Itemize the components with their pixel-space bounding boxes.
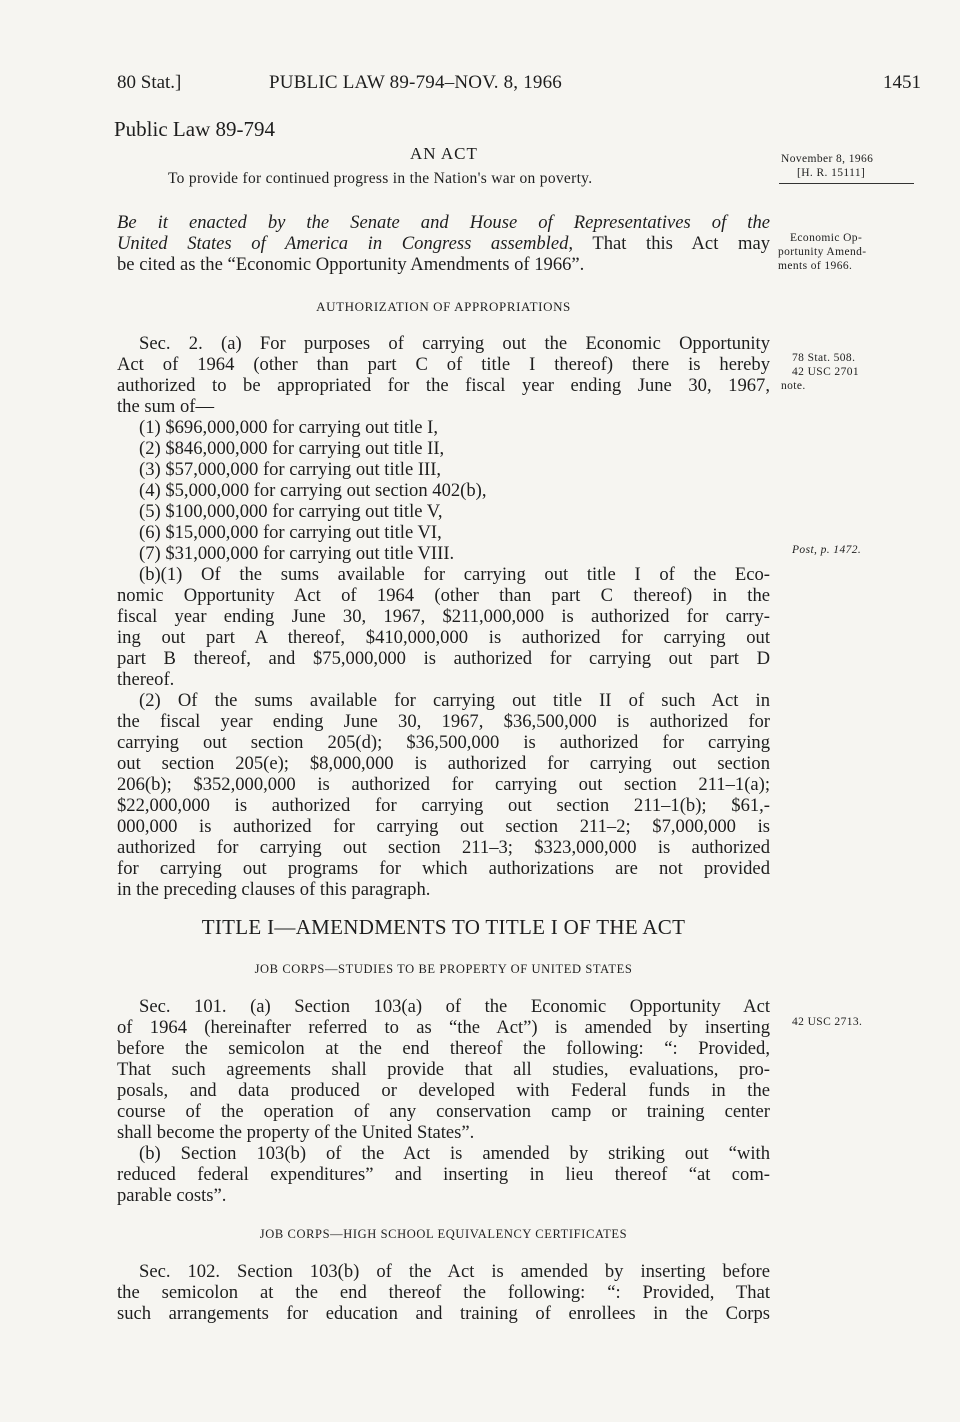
sec2-b2-line: (2) Of the sums available for carrying out title II of such Act in [139, 690, 770, 711]
sec101-b-line: parable costs”. [117, 1185, 227, 1206]
enacting-line-1: Be it enacted by the Senate and House of Representatives of the [117, 212, 770, 233]
sec2-a-line-1: Sec. 2. (a) For purposes of carrying out the Economic Opportunity [139, 333, 770, 354]
sec2-b2-line: $22,000,000 is authorized for carrying out section 211–1(b); $61,- [117, 795, 770, 816]
sec102-line: the semicolon at the end thereof the following: “: Provided, That [117, 1282, 770, 1303]
act-heading: AN ACT [410, 144, 478, 163]
act-purpose: To provide for continued progress in the Nation's war on poverty. [168, 170, 593, 187]
sec2-b2-line: 000,000 is authorized for carrying out section 211–2; $7,000,000 is [117, 816, 770, 837]
sec2-a-line-3: authorized to be appropriated for the fiscal year ending June 30, 1967, [117, 375, 770, 396]
sec101-a-line: before the semicolon at the end thereof the following: “: Provided, [117, 1038, 770, 1059]
margin-bill: [H. R. 15111] [797, 167, 866, 179]
appropriation-item: (2) $846,000,000 for carrying out title II, [139, 438, 445, 459]
sec2-b1-line: (b)(1) Of the sums available for carrying out title I of the Eco- [139, 564, 770, 585]
sec2-a-line-2: Act of 1964 (other than part C of title I thereof) there is hereby [117, 354, 770, 375]
stat-reference: 80 Stat.] [117, 72, 182, 93]
enacting-line-3: be cited as the “Economic Opportunity Amendments of 1966”. [117, 254, 585, 275]
sec2-b2-line: authorized for carrying out section 211–3; $323,000,000 is authorized [117, 837, 770, 858]
sec2-b1-line: nomic Opportunity Act of 1964 (other than part C thereof) in the [117, 585, 770, 606]
sec102-line: Sec. 102. Section 103(b) of the Act is amended by inserting before [139, 1261, 770, 1282]
sec2-b1-line: thereof. [117, 669, 175, 690]
running-title: PUBLIC LAW 89-794–NOV. 8, 1966 [269, 72, 563, 93]
sec101-a-line: shall become the property of the United States”. [117, 1122, 475, 1143]
sec2-a-line-4: the sum of— [117, 396, 215, 417]
appropriation-item: (7) $31,000,000 for carrying out title VIII. [139, 543, 455, 564]
sec2-b1-line: part B thereof, and $75,000,000 is authorized for carrying out part D [117, 648, 770, 669]
sec101-a-line: posals, and data produced or developed with Federal funds in the [117, 1080, 770, 1101]
margin-rule [779, 183, 914, 184]
sec2-b2-line: carrying out section 205(d); $36,500,000 is authorized for carrying [117, 732, 770, 753]
section-heading-appropriations: AUTHORIZATION OF APPROPRIATIONS [316, 299, 571, 314]
sec101-a-line: course of the operation of any conservation camp or training center [117, 1101, 770, 1122]
sec2-b1-line: ing out part A thereof, $410,000,000 is authorized for carrying out [117, 627, 770, 648]
margin-stat-3: note. [781, 380, 806, 392]
margin-usc-2713: 42 USC 2713. [792, 1016, 863, 1028]
margin-stat-1: 78 Stat. 508. [792, 352, 856, 364]
section-heading-jobcorps-hs: JOB CORPS—HIGH SCHOOL EQUIVALENCY CERTIFICATES [259, 1227, 628, 1241]
margin-date: November 8, 1966 [781, 153, 874, 165]
sec101-b-line: reduced federal expenditures” and inserting in lieu thereof “at com- [117, 1164, 770, 1185]
sec2-b2-line: the fiscal year ending June 30, 1967, $36,500,000 is authorized for [117, 711, 770, 732]
section-heading-jobcorps-studies: JOB CORPS—STUDIES TO BE PROPERTY OF UNITED STATES [254, 962, 633, 976]
sec101-a-line: That such agreements shall provide that all studies, evaluations, pro- [117, 1059, 770, 1080]
appropriation-item: (4) $5,000,000 for carrying out section 402(b), [139, 480, 487, 501]
sec2-b2-line: for carrying out programs for which authorizations are not provided [117, 858, 770, 879]
law-label: Public Law 89-794 [114, 117, 275, 141]
sec102-line: such arrangements for education and training of enrollees in the Corps [117, 1303, 770, 1324]
margin-stat-2: 42 USC 2701 [792, 366, 860, 378]
sec101-b-line: (b) Section 103(b) of the Act is amended by striking out “with [139, 1143, 770, 1164]
sec101-a-line: Sec. 101. (a) Section 103(a) of the Economic Opportunity Act [139, 996, 770, 1017]
appropriation-item: (3) $57,000,000 for carrying out title III, [139, 459, 442, 480]
page-number: 1451 [883, 72, 921, 93]
appropriation-item: (6) $15,000,000 for carrying out title VI, [139, 522, 442, 543]
margin-post-reference: Post, p. 1472. [792, 544, 862, 556]
enacting-line-2: United States of America in Congress assembled, That this Act may [117, 233, 770, 254]
margin-eoa-3: ments of 1966. [778, 260, 853, 272]
sec2-b1-line: fiscal year ending June 30, 1967, $211,000,000 is authorized for carry- [117, 606, 770, 627]
appropriation-item: (1) $696,000,000 for carrying out title I, [139, 417, 438, 438]
title-i-heading: TITLE I—AMENDMENTS TO TITLE I OF THE ACT [201, 915, 686, 939]
sec101-a-line: of 1964 (hereinafter referred to as “the Act”) is amended by inserting [117, 1017, 770, 1038]
sec2-b2-line: in the preceding clauses of this paragraph. [117, 879, 431, 900]
appropriation-item: (5) $100,000,000 for carrying out title V, [139, 501, 443, 522]
margin-eoa-1: Economic Op- [790, 232, 863, 244]
sec2-b2-line: out section 205(e); $8,000,000 is authorized for carrying out section [117, 753, 770, 774]
sec2-b2-line: 206(b); $352,000,000 is authorized for carrying out section 211–1(a); [117, 774, 770, 795]
margin-eoa-2: portunity Amend- [778, 246, 867, 258]
